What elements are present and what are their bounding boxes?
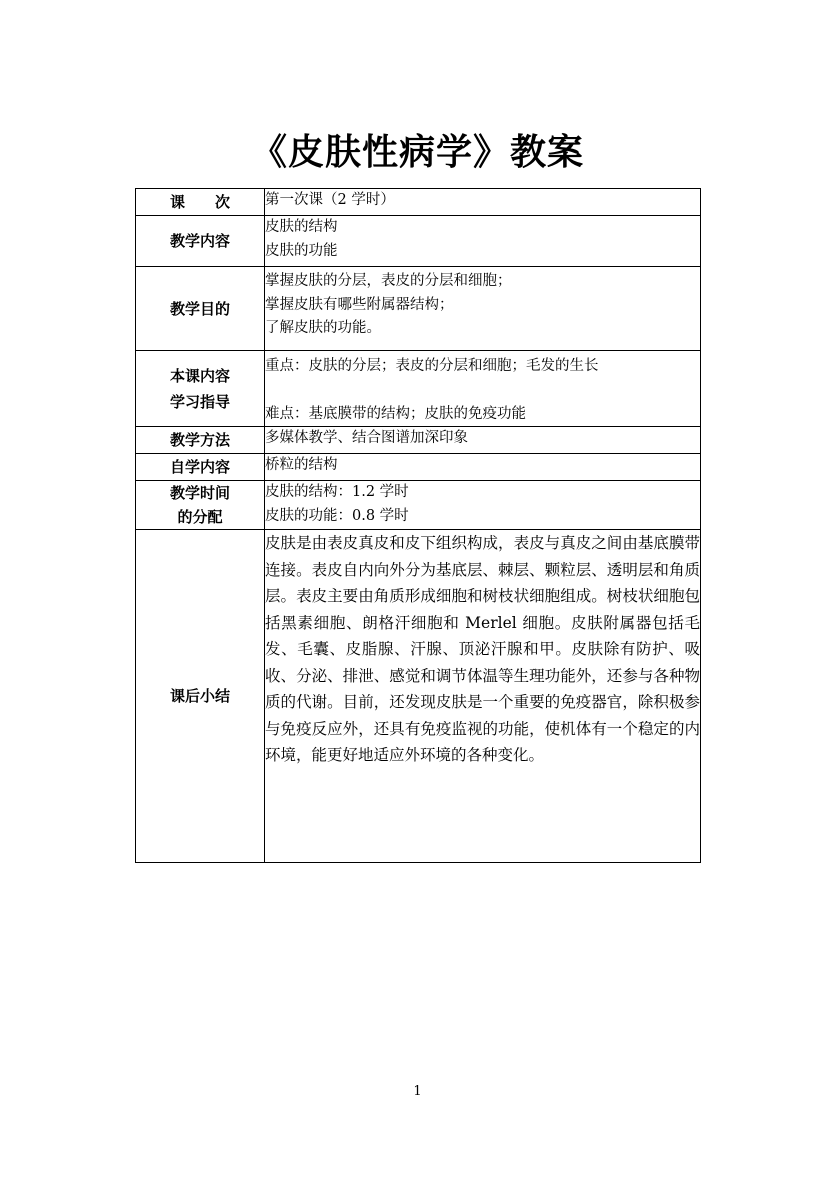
label-line: 本课内容: [169, 366, 230, 385]
label-summary: 课后小结: [136, 530, 265, 863]
content-lesson: [265, 189, 701, 216]
content-line: 掌握皮肤的分层，表皮的分层和细胞；: [265, 273, 512, 289]
table-row-summary: [136, 530, 701, 863]
content-line: 了解皮肤的功能。: [265, 320, 381, 336]
table-row-teaching-goals: [136, 267, 701, 351]
content-teaching-methods: [265, 427, 701, 454]
key-points: 重点：皮肤的分层；表皮的分层和细胞；毛发的生长: [265, 358, 599, 374]
content-line: 多媒体教学、结合图谱加深印象: [265, 430, 468, 446]
page-number: 1: [413, 1084, 422, 1099]
document-title: 《皮肤性病学》教案: [250, 132, 584, 173]
label-line: 的分配: [177, 508, 223, 526]
lesson-plan-table: [135, 188, 701, 863]
table-row-study-guide: [136, 351, 701, 427]
label-teaching-methods: 教学方法: [136, 427, 265, 454]
difficult-points: 难点：基底膜带的结构；皮肤的免疫功能: [265, 405, 526, 422]
label-teaching-goals: 教学目的: [136, 267, 265, 351]
table-row-self-study: [136, 454, 701, 481]
content-line: 桥粒的结构: [265, 457, 338, 473]
table-row-teaching-content: [136, 216, 701, 267]
content-teaching-goals: [265, 267, 701, 351]
content-summary: 皮肤是由表皮真皮和皮下组织构成，表皮与真皮之间由基底膜带连接。表皮自内向外分为基底层、棘层、颗粒层、透明层和角质层。表皮主要由角质形成细胞和树枝状细胞组成。树枝状细胞包括黑素细胞、朗格汗细胞和 Merlel 细胞。皮肤附属器包括毛发、毛囊、皮脂腺、汗腺、顶泌汗腺和甲。皮肤除有防护、吸收、分泌、排泄、感觉和调节体温等生理功能外，还参与各种物质的代谢。目前，还发现皮肤是一个重要的免疫器官，除积极参与免疫反应外，还具有免疫监视的功能，使机体有一个稳定的内环境，能更好地适应外环境的各种变化。: [265, 530, 701, 863]
content-study-guide: [265, 351, 701, 427]
table-row-teaching-methods: [136, 427, 701, 454]
content-line: 皮肤的功能：0.8 学时: [265, 507, 409, 524]
label-time-allocation: [136, 481, 265, 530]
label-teaching-content: 教学内容: [136, 216, 265, 267]
label-self-study: 自学内容: [136, 454, 265, 481]
label-study-guide: [136, 351, 265, 427]
content-line: 皮肤的功能: [265, 242, 338, 259]
content-time-allocation: [265, 481, 701, 530]
content-teaching-content: [265, 216, 701, 267]
label-lesson: 课 次: [136, 189, 265, 216]
table-row-time-allocation: [136, 481, 701, 530]
content-line: 掌握皮肤有哪些附属器结构；: [265, 296, 454, 313]
table-row-lesson: [136, 189, 701, 216]
content-self-study: [265, 454, 701, 481]
label-line: 学习指导: [169, 392, 230, 411]
content-line: 第一次课（2 学时）: [265, 192, 395, 208]
content-line: 皮肤的结构：1.2 学时: [265, 484, 409, 500]
content-line: 皮肤的结构: [265, 219, 338, 235]
label-line: 教学时间: [169, 484, 230, 502]
